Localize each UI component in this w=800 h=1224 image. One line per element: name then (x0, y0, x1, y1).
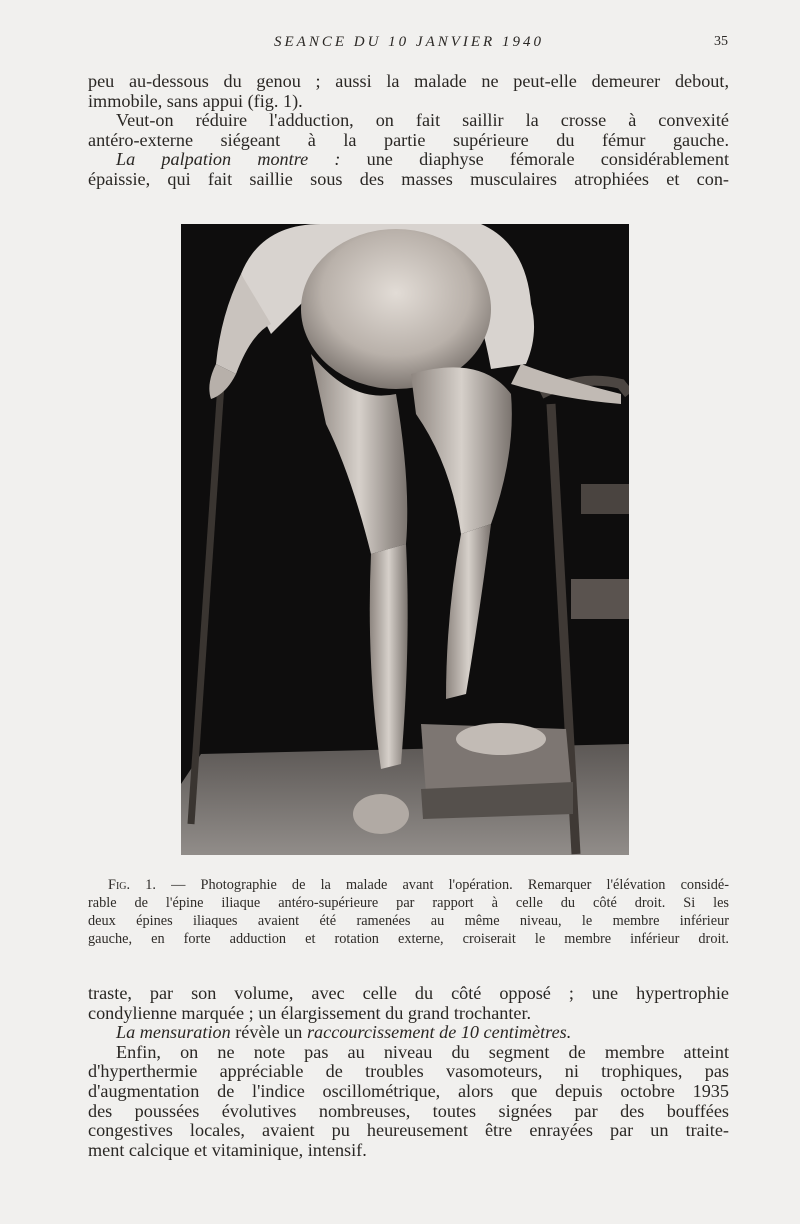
caption-label: Fig. 1. (108, 877, 156, 893)
text-line: d'hyperthermie appréciable de troubles vasomoteurs, ni trophiques, pas (88, 1061, 729, 1082)
page-number: 35 (714, 34, 728, 49)
header-title: SEANCE DU 10 JANVIER 1940 (274, 34, 544, 50)
italic-run: La palpation montre : (116, 149, 341, 170)
caption-text: — Photographie de la malade avant l'opération. Remarquer l'élévation considé- (171, 877, 730, 893)
italic-run: La mensuration (116, 1022, 231, 1043)
text-line-mensuration (88, 1023, 729, 1043)
top-paragraph (88, 72, 729, 190)
figure-photograph (181, 224, 629, 855)
caption-line: deux épines iliaques avaient été ramenées au même niveau, le membre inférieur (88, 913, 729, 929)
text-line: condylienne marquée ; un élargissement du grand trochanter. (88, 1002, 532, 1023)
running-header (88, 30, 730, 56)
text-line: immobile, sans appui (fig. 1). (88, 90, 303, 111)
figure-caption (88, 876, 729, 948)
text-line: épaissie, qui fait saillie sous des masses musculaires atrophiées et con- (88, 168, 729, 189)
text-line: d'augmentation de l'indice oscillométrique, alors que depuis octobre 1935 (88, 1080, 729, 1101)
text-line: congestives locales, avaient pu heureusement être enrayées par un traite- (88, 1120, 729, 1141)
text-line: antéro-externe siégeant à la partie supérieure du fémur gauche. (88, 129, 729, 150)
text-line: des poussées évolutives nombreuses, toutes signées par des bouffées (88, 1100, 729, 1121)
caption-line (88, 876, 729, 894)
caption-line: rable de l'épine iliaque antéro-supérieure par rapport à celle du côté droit. Si les (88, 895, 729, 911)
text-line: traste, par son volume, avec celle du côté opposé ; une hypertrophie (88, 983, 729, 1003)
text-line: Enfin, on ne note pas au niveau du segment de membre atteint (116, 1041, 729, 1062)
text-line-palpation (88, 150, 729, 170)
text-run: révèle un (230, 1022, 307, 1043)
text-line: ment calcique et vitaminique, intensif. (88, 1139, 367, 1160)
text-run: une diaphyse fémorale considérablement (340, 149, 729, 170)
text-line: peu au-dessous du genou ; aussi la malade ne peut-elle demeurer debout, (88, 71, 729, 91)
text-line: Veut-on réduire l'adduction, on fait saillir la crosse à convexité (116, 110, 729, 131)
patient-photo-illustration (181, 224, 629, 855)
italic-run: raccourcissement de 10 centimètres. (306, 1022, 572, 1043)
bottom-paragraph (88, 984, 729, 1160)
caption-line: gauche, en forte adduction et rotation externe, croiserait le membre inférieur droit. (88, 931, 729, 947)
